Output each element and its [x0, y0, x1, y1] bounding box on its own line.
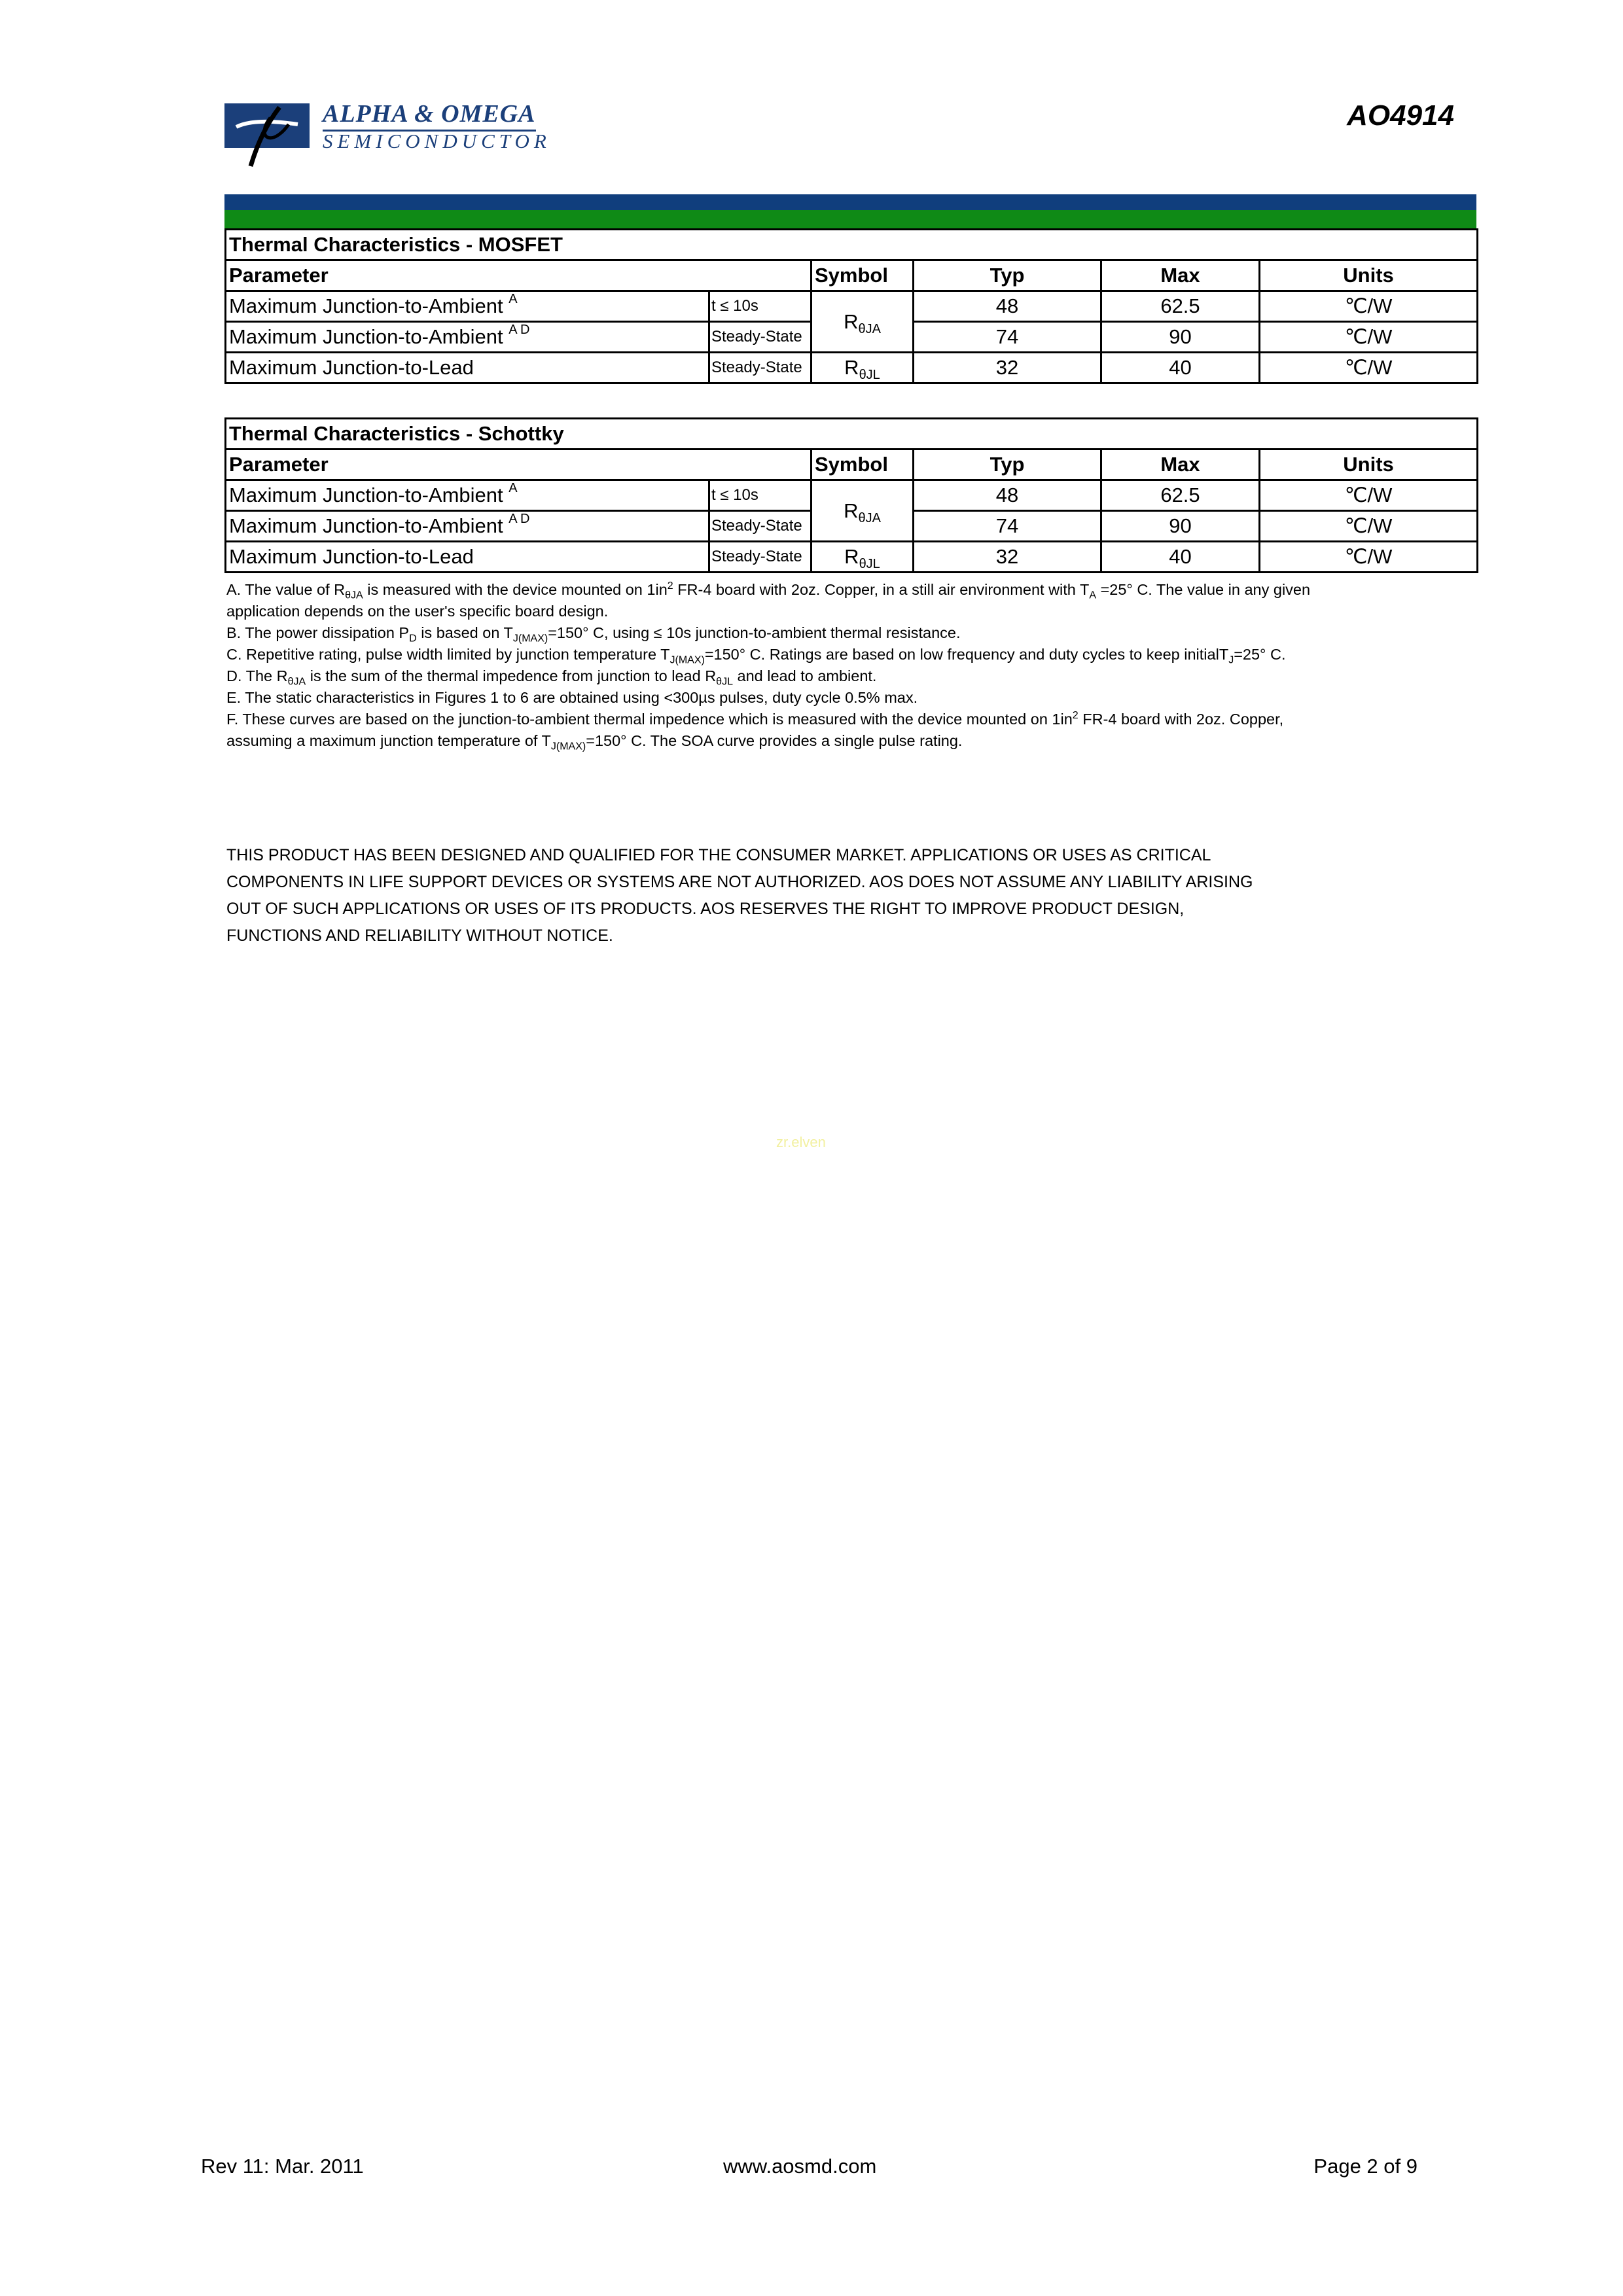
table-title: Thermal Characteristics - MOSFET [226, 230, 1478, 260]
header-max: Max [1101, 260, 1260, 291]
symbol-cell: $R_{\theta JL}$ [812, 353, 914, 383]
table-row [226, 353, 1478, 383]
disclaimer-line: OUT OF SUCH APPLICATIONS OR USES OF ITS PRODUCTS. AOS RESERVES THE RIGHT TO IMPROVE PRODUCT DESIGN, [226, 900, 1185, 918]
alpha-omega-logo-icon [224, 103, 310, 148]
units-cell: ℃/W [1260, 291, 1478, 322]
thermal-table-schottky [224, 417, 1478, 573]
table-header-row [226, 450, 1478, 480]
note-e: E. The static characteristics in Figures 1 to 6 are obtained using <300µs pulses, duty cycle 0.5% max. [226, 689, 918, 706]
max-cell: 40 [1101, 542, 1260, 573]
max-cell: 90 [1101, 322, 1260, 353]
condition-cell: Steady-State [709, 511, 812, 542]
typ-cell: 74 [914, 322, 1101, 353]
disclaimer [226, 842, 1339, 949]
parameter-cell: Maximum Junction-to-Lead [226, 542, 709, 573]
typ-cell: 74 [914, 511, 1101, 542]
max-cell: 62.5 [1101, 291, 1260, 322]
note-b: B. The power dissipation $P_D$ is based on $T_{J(MAX)}=150^\circ$ C, using ≤ 10s junction-to-ambient thermal resistance. [226, 624, 961, 645]
footer-revision: Rev 11: Mar. 2011 [201, 2155, 364, 2178]
note-f: F. These curves are based on the junction-to-ambient thermal impedence which is measured with the device mounted on $1in^2$ FR-4 board with 2oz. Copper, assuming a maximum junction temperature of $T_{J(MAX)}=150^\circ$ C. The SOA curve provides a single pulse rating. [226, 710, 1284, 752]
table-title-row [226, 419, 1478, 450]
table-row [226, 291, 1478, 322]
thermal-table-mosfet [224, 228, 1478, 384]
header-units: Units [1260, 260, 1478, 291]
condition-cell: Steady-State [709, 322, 812, 353]
part-number: AO4914 [1347, 99, 1454, 132]
header-symbol: Symbol [812, 450, 914, 480]
table-header-row [226, 260, 1478, 291]
note-a: A. The value of $R_{\theta JA}$ is measured with the device mounted on $1in^2$ FR-4 board with 2oz. Copper, in a still air environment with $T_A =25^\circ$ C. The value in any given application depends on the user's specific board design. [226, 580, 1311, 620]
disclaimer-line: THIS PRODUCT HAS BEEN DESIGNED AND QUALIFIED FOR THE CONSUMER MARKET. APPLICATIONS OR USES AS CRITICAL [226, 846, 1211, 864]
table-row [226, 542, 1478, 573]
condition-cell: Steady-State [709, 353, 812, 383]
units-cell: ℃/W [1260, 480, 1478, 511]
disclaimer-line: FUNCTIONS AND RELIABILITY WITHOUT NOTICE. [226, 927, 613, 945]
footer-page-number: Page 2 of 9 [1313, 2155, 1418, 2178]
watermark: zr.elven [776, 1134, 826, 1150]
note-c: C. Repetitive rating, pulse width limited by junction temperature $T_{J(MAX)}=150^\circ$ C. Ratings are based on low frequency and duty cycles to keep initialT$_J$=25° C. [226, 646, 1286, 666]
condition-cell: Steady-State [709, 542, 812, 573]
brand-subtitle: SEMICONDUCTOR [323, 130, 551, 152]
parameter-cell: Maximum Junction-to-Ambient $^A$ [226, 480, 709, 511]
header-typ: Typ [914, 450, 1101, 480]
parameter-cell: Maximum Junction-to-Lead [226, 353, 709, 383]
units-cell: ℃/W [1260, 511, 1478, 542]
typ-cell: 48 [914, 291, 1101, 322]
company-logo [224, 98, 578, 170]
header-parameter: Parameter [226, 260, 812, 291]
table-title: Thermal Characteristics - Schottky [226, 419, 1478, 450]
parameter-cell: Maximum Junction-to-Ambient $^{A D}$ [226, 511, 709, 542]
symbol-cell: $R_{\theta JA}$ [812, 291, 914, 353]
table-row [226, 480, 1478, 511]
condition-cell: t ≤ 10s [709, 480, 812, 511]
symbol-cell: $R_{\theta JL}$ [812, 542, 914, 573]
header-parameter: Parameter [226, 450, 812, 480]
header-bar-green [224, 210, 1476, 228]
header-typ: Typ [914, 260, 1101, 291]
header-symbol: Symbol [812, 260, 914, 291]
max-cell: 90 [1101, 511, 1260, 542]
header-bar-blue [224, 194, 1476, 210]
typ-cell: 48 [914, 480, 1101, 511]
typ-cell: 32 [914, 542, 1101, 573]
brand-name: ALPHA & OMEGA [323, 99, 536, 132]
header-units: Units [1260, 450, 1478, 480]
disclaimer-line: COMPONENTS IN LIFE SUPPORT DEVICES OR SYSTEMS ARE NOT AUTHORIZED. AOS DOES NOT ASSUME ANY LIABILITY ARISING [226, 873, 1253, 891]
max-cell: 40 [1101, 353, 1260, 383]
footer-url[interactable]: www.aosmd.com [723, 2155, 877, 2178]
header-max: Max [1101, 450, 1260, 480]
units-cell: ℃/W [1260, 353, 1478, 383]
parameter-cell: Maximum Junction-to-Ambient $^{A D}$ [226, 322, 709, 353]
footnotes [226, 579, 1339, 752]
units-cell: ℃/W [1260, 322, 1478, 353]
parameter-cell: Maximum Junction-to-Ambient $^A$ [226, 291, 709, 322]
note-d: D. The $R_{\theta JA}$ is the sum of the thermal impedence from junction to lead $R_{\theta JL}$ and lead to ambient. [226, 667, 877, 688]
units-cell: ℃/W [1260, 542, 1478, 573]
condition-cell: t ≤ 10s [709, 291, 812, 322]
typ-cell: 32 [914, 353, 1101, 383]
max-cell: 62.5 [1101, 480, 1260, 511]
symbol-cell: $R_{\theta JA}$ [812, 480, 914, 542]
table-title-row [226, 230, 1478, 260]
